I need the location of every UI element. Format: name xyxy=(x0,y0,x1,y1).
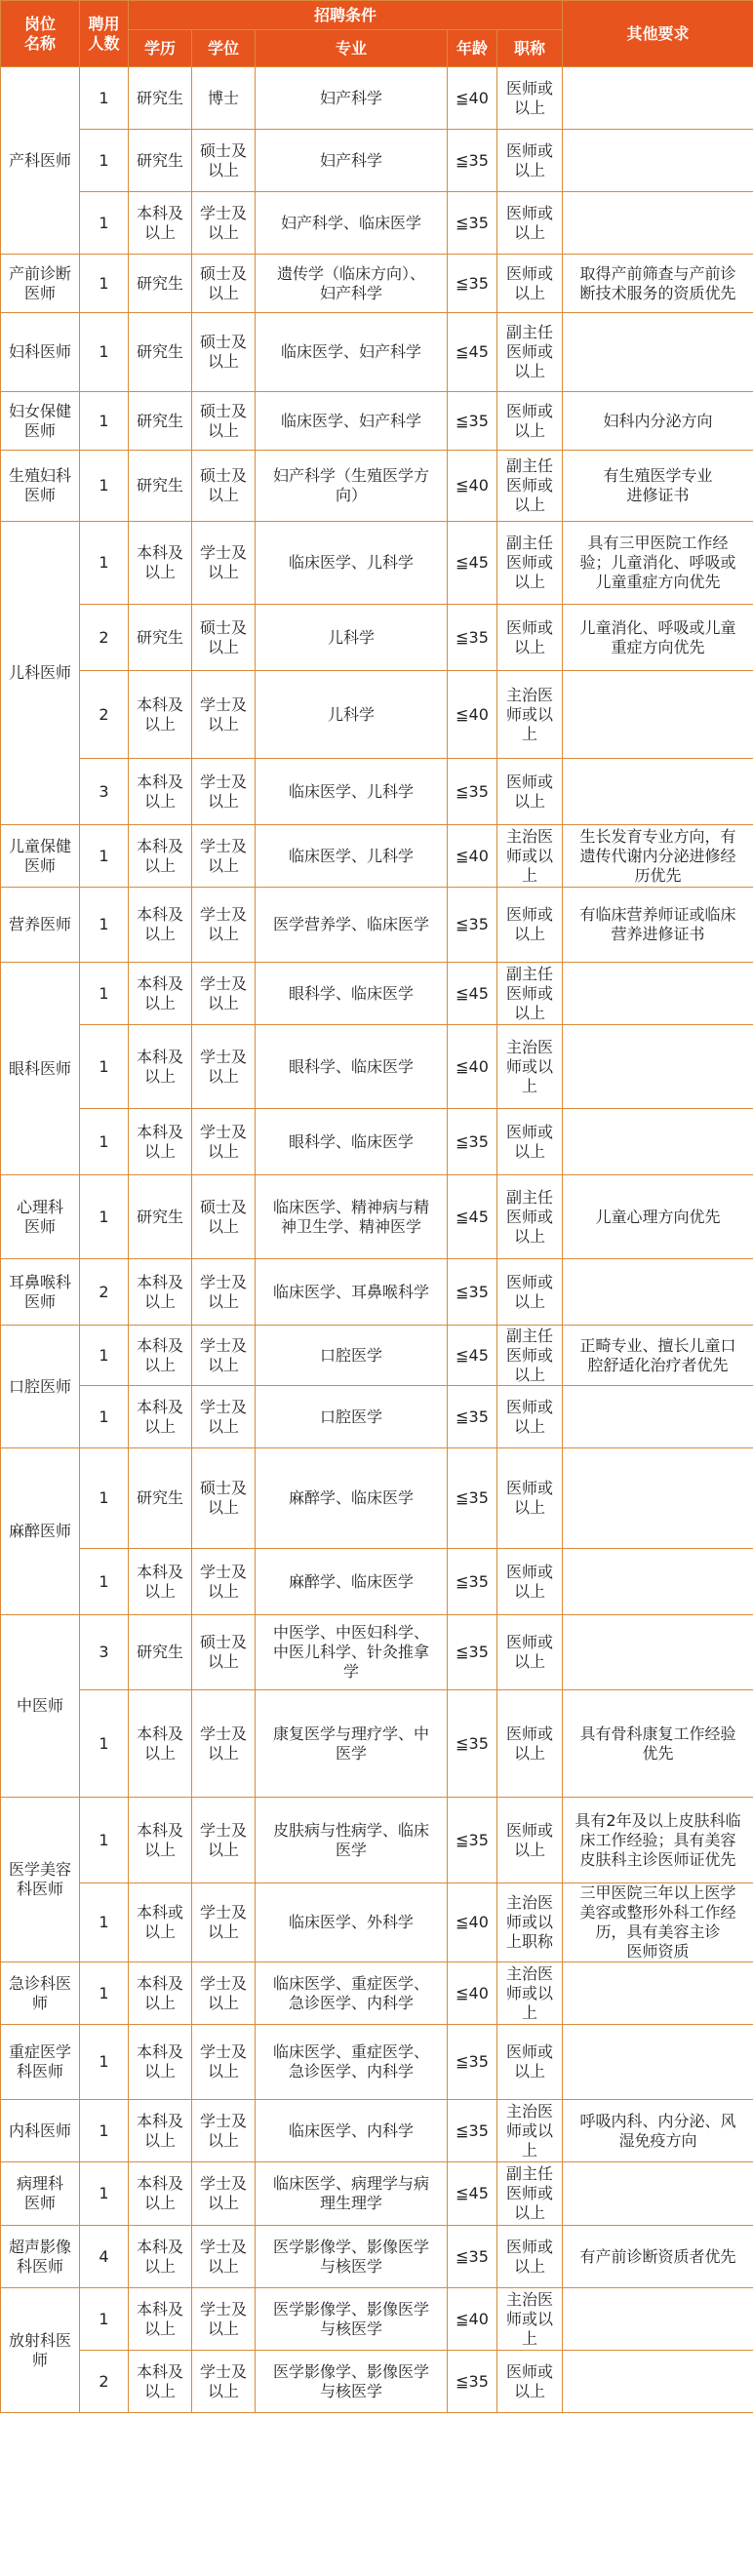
degree-cell: 硕士及 以上 xyxy=(192,1175,256,1259)
education-cell: 本科及 以上 xyxy=(129,1025,192,1109)
count-cell: 1 xyxy=(80,451,129,522)
education-cell: 本科及 以上 xyxy=(129,2288,192,2351)
table-row xyxy=(1,67,753,130)
table-row xyxy=(1,1798,753,1883)
count-cell: 1 xyxy=(80,1962,129,2025)
education-cell: 研究生 xyxy=(129,392,192,451)
degree-cell: 学士及 以上 xyxy=(192,2025,256,2100)
education-cell: 本科及 以上 xyxy=(129,522,192,605)
table-row xyxy=(1,1690,753,1798)
degree-cell: 学士及 以上 xyxy=(192,1798,256,1883)
other-requirements-cell xyxy=(563,963,753,1025)
header-age: 年龄 xyxy=(448,30,497,67)
degree-cell: 学士及 以上 xyxy=(192,1549,256,1615)
major-cell: 临床医学、内科学 xyxy=(256,2100,448,2162)
position-name-cell: 口腔医师 xyxy=(1,1326,80,1448)
degree-cell: 硕士及 以上 xyxy=(192,313,256,392)
table-row xyxy=(1,2226,753,2288)
age-cell: ≦35 xyxy=(448,1448,497,1549)
title-cell: 主治医 师或以 上 xyxy=(497,2100,563,2162)
degree-cell: 学士及 以上 xyxy=(192,1883,256,1962)
header-education: 学历 xyxy=(129,30,192,67)
other-requirements-cell: 儿童消化、呼吸或儿童 重症方向优先 xyxy=(563,605,753,671)
age-cell: ≦40 xyxy=(448,671,497,759)
education-cell: 本科及 以上 xyxy=(129,1109,192,1175)
age-cell: ≦40 xyxy=(448,825,497,888)
table-row xyxy=(1,255,753,313)
age-cell: ≦45 xyxy=(448,2162,497,2226)
major-cell: 康复医学与理疗学、中 医学 xyxy=(256,1690,448,1798)
title-cell: 医师或 以上 xyxy=(497,255,563,313)
position-name-cell: 耳鼻喉科 医师 xyxy=(1,1259,80,1326)
other-requirements-cell xyxy=(563,1259,753,1326)
count-cell: 1 xyxy=(80,1690,129,1798)
count-cell: 1 xyxy=(80,2288,129,2351)
other-requirements-cell xyxy=(563,130,753,192)
degree-cell: 学士及 以上 xyxy=(192,1326,256,1386)
title-cell: 医师或 以上 xyxy=(497,1109,563,1175)
position-name-cell: 儿科医师 xyxy=(1,522,80,825)
position-name-cell: 急诊科医 师 xyxy=(1,1962,80,2025)
other-requirements-cell xyxy=(563,2351,753,2413)
title-cell: 医师或 以上 xyxy=(497,192,563,255)
age-cell: ≦45 xyxy=(448,522,497,605)
age-cell: ≦40 xyxy=(448,67,497,130)
title-cell: 主治医 师或以 上 xyxy=(497,1025,563,1109)
major-cell: 皮肤病与性病学、临床 医学 xyxy=(256,1798,448,1883)
major-cell: 麻醉学、临床医学 xyxy=(256,1549,448,1615)
degree-cell: 学士及 以上 xyxy=(192,825,256,888)
count-cell: 1 xyxy=(80,1883,129,1962)
education-cell: 本科及 以上 xyxy=(129,1690,192,1798)
header-conditions: 招聘条件 xyxy=(129,1,563,30)
education-cell: 本科及 以上 xyxy=(129,963,192,1025)
degree-cell: 学士及 以上 xyxy=(192,1025,256,1109)
title-cell: 医师或 以上 xyxy=(497,2025,563,2100)
count-cell: 2 xyxy=(80,671,129,759)
degree-cell: 学士及 以上 xyxy=(192,2162,256,2226)
age-cell: ≦45 xyxy=(448,1175,497,1259)
education-cell: 研究生 xyxy=(129,451,192,522)
age-cell: ≦45 xyxy=(448,313,497,392)
position-name-cell: 产前诊断 医师 xyxy=(1,255,80,313)
other-requirements-cell xyxy=(563,671,753,759)
major-cell: 临床医学、精神病与精 神卫生学、精神医学 xyxy=(256,1175,448,1259)
age-cell: ≦35 xyxy=(448,1798,497,1883)
education-cell: 本科及 以上 xyxy=(129,2226,192,2288)
age-cell: ≦35 xyxy=(448,1690,497,1798)
count-cell: 1 xyxy=(80,67,129,130)
major-cell: 妇产科学、临床医学 xyxy=(256,192,448,255)
title-cell: 医师或 以上 xyxy=(497,1549,563,1615)
count-cell: 3 xyxy=(80,1615,129,1690)
count-cell: 2 xyxy=(80,1259,129,1326)
other-requirements-cell: 呼吸内科、内分泌、风 湿免疫方向 xyxy=(563,2100,753,2162)
education-cell: 本科及 以上 xyxy=(129,888,192,963)
major-cell: 眼科学、临床医学 xyxy=(256,1025,448,1109)
count-cell: 3 xyxy=(80,759,129,825)
age-cell: ≦35 xyxy=(448,1386,497,1448)
header-other: 其他要求 xyxy=(563,1,753,67)
position-name-cell: 心理科 医师 xyxy=(1,1175,80,1259)
education-cell: 研究生 xyxy=(129,255,192,313)
title-cell: 主治医 师或以 上 xyxy=(497,825,563,888)
other-requirements-cell xyxy=(563,1615,753,1690)
title-cell: 医师或 以上 xyxy=(497,67,563,130)
major-cell: 口腔医学 xyxy=(256,1326,448,1386)
count-cell: 2 xyxy=(80,2351,129,2413)
title-cell: 副主任 医师或 以上 xyxy=(497,963,563,1025)
age-cell: ≦35 xyxy=(448,888,497,963)
major-cell: 麻醉学、临床医学 xyxy=(256,1448,448,1549)
other-requirements-cell xyxy=(563,2288,753,2351)
education-cell: 本科及 以上 xyxy=(129,2351,192,2413)
age-cell: ≦40 xyxy=(448,451,497,522)
other-requirements-cell: 取得产前筛查与产前诊 断技术服务的资质优先 xyxy=(563,255,753,313)
other-requirements-cell xyxy=(563,1962,753,2025)
table-row xyxy=(1,451,753,522)
other-requirements-cell xyxy=(563,1448,753,1549)
count-cell: 1 xyxy=(80,392,129,451)
other-requirements-cell: 有生殖医学专业 进修证书 xyxy=(563,451,753,522)
title-cell: 医师或 以上 xyxy=(497,759,563,825)
education-cell: 研究生 xyxy=(129,1175,192,1259)
count-cell: 1 xyxy=(80,1798,129,1883)
age-cell: ≦40 xyxy=(448,1883,497,1962)
major-cell: 妇产科学 xyxy=(256,67,448,130)
degree-cell: 学士及 以上 xyxy=(192,1690,256,1798)
count-cell: 1 xyxy=(80,1549,129,1615)
table-row xyxy=(1,825,753,888)
title-cell: 副主任 医师或 以上 xyxy=(497,313,563,392)
other-requirements-cell xyxy=(563,67,753,130)
count-cell: 1 xyxy=(80,313,129,392)
education-cell: 本科或 以上 xyxy=(129,1883,192,1962)
count-cell: 1 xyxy=(80,1175,129,1259)
count-cell: 1 xyxy=(80,522,129,605)
table-row xyxy=(1,192,753,255)
major-cell: 临床医学、重症医学、 急诊医学、内科学 xyxy=(256,1962,448,2025)
title-cell: 医师或 以上 xyxy=(497,605,563,671)
count-cell: 1 xyxy=(80,255,129,313)
title-cell: 副主任 医师或 以上 xyxy=(497,522,563,605)
degree-cell: 硕士及 以上 xyxy=(192,605,256,671)
table-row xyxy=(1,1448,753,1549)
other-requirements-cell: 正畸专业、擅长儿童口 腔舒适化治疗者优先 xyxy=(563,1326,753,1386)
education-cell: 研究生 xyxy=(129,313,192,392)
other-requirements-cell xyxy=(563,1549,753,1615)
table-row xyxy=(1,888,753,963)
degree-cell: 学士及 以上 xyxy=(192,1259,256,1326)
count-cell: 1 xyxy=(80,825,129,888)
major-cell: 临床医学、妇产科学 xyxy=(256,313,448,392)
table-row xyxy=(1,2100,753,2162)
other-requirements-cell xyxy=(563,313,753,392)
major-cell: 临床医学、妇产科学 xyxy=(256,392,448,451)
table-row xyxy=(1,1109,753,1175)
other-requirements-cell: 具有三甲医院工作经 验；儿童消化、呼吸或 儿童重症方向优先 xyxy=(563,522,753,605)
major-cell: 临床医学、儿科学 xyxy=(256,522,448,605)
position-name-cell: 超声影像 科医师 xyxy=(1,2226,80,2288)
degree-cell: 学士及 以上 xyxy=(192,1109,256,1175)
position-name-cell: 病理科 医师 xyxy=(1,2162,80,2226)
major-cell: 口腔医学 xyxy=(256,1386,448,1448)
age-cell: ≦40 xyxy=(448,1025,497,1109)
degree-cell: 学士及 以上 xyxy=(192,1386,256,1448)
title-cell: 医师或 以上 xyxy=(497,1690,563,1798)
degree-cell: 学士及 以上 xyxy=(192,192,256,255)
major-cell: 儿科学 xyxy=(256,671,448,759)
age-cell: ≦35 xyxy=(448,1615,497,1690)
degree-cell: 硕士及 以上 xyxy=(192,255,256,313)
count-cell: 1 xyxy=(80,2100,129,2162)
degree-cell: 学士及 以上 xyxy=(192,671,256,759)
age-cell: ≦35 xyxy=(448,255,497,313)
table-row xyxy=(1,759,753,825)
other-requirements-cell: 具有2年及以上皮肤科临 床工作经验；具有美容 皮肤科主诊医师证优先 xyxy=(563,1798,753,1883)
major-cell: 儿科学 xyxy=(256,605,448,671)
other-requirements-cell xyxy=(563,1109,753,1175)
count-cell: 1 xyxy=(80,192,129,255)
table-row xyxy=(1,1259,753,1326)
education-cell: 研究生 xyxy=(129,1615,192,1690)
count-cell: 1 xyxy=(80,1448,129,1549)
table-row xyxy=(1,1386,753,1448)
position-name-cell: 生殖妇科 医师 xyxy=(1,451,80,522)
degree-cell: 学士及 以上 xyxy=(192,2288,256,2351)
education-cell: 本科及 以上 xyxy=(129,1798,192,1883)
title-cell: 主治医 师或以 上 xyxy=(497,2288,563,2351)
other-requirements-cell: 具有骨科康复工作经验 优先 xyxy=(563,1690,753,1798)
major-cell: 临床医学、耳鼻喉科学 xyxy=(256,1259,448,1326)
major-cell: 眼科学、临床医学 xyxy=(256,1109,448,1175)
title-cell: 副主任 医师或 以上 xyxy=(497,1175,563,1259)
table-row xyxy=(1,313,753,392)
age-cell: ≦35 xyxy=(448,2351,497,2413)
age-cell: ≦35 xyxy=(448,392,497,451)
other-requirements-cell xyxy=(563,2025,753,2100)
title-cell: 医师或 以上 xyxy=(497,1615,563,1690)
major-cell: 遗传学（临床方向）、 妇产科学 xyxy=(256,255,448,313)
age-cell: ≦35 xyxy=(448,192,497,255)
age-cell: ≦35 xyxy=(448,2226,497,2288)
degree-cell: 硕士及 以上 xyxy=(192,1448,256,1549)
degree-cell: 学士及 以上 xyxy=(192,888,256,963)
position-name-cell: 内科医师 xyxy=(1,2100,80,2162)
age-cell: ≦35 xyxy=(448,1549,497,1615)
education-cell: 研究生 xyxy=(129,605,192,671)
major-cell: 临床医学、儿科学 xyxy=(256,759,448,825)
degree-cell: 学士及 以上 xyxy=(192,1962,256,2025)
header-major: 专业 xyxy=(256,30,448,67)
title-cell: 医师或 以上 xyxy=(497,2351,563,2413)
title-cell: 医师或 以上 xyxy=(497,1798,563,1883)
age-cell: ≦35 xyxy=(448,2025,497,2100)
table-row xyxy=(1,2025,753,2100)
education-cell: 本科及 以上 xyxy=(129,825,192,888)
table-row xyxy=(1,1962,753,2025)
age-cell: ≦40 xyxy=(448,2288,497,2351)
education-cell: 本科及 以上 xyxy=(129,1386,192,1448)
title-cell: 医师或 以上 xyxy=(497,1386,563,1448)
title-cell: 副主任 医师或 以上 xyxy=(497,1326,563,1386)
table-row xyxy=(1,1615,753,1690)
count-cell: 1 xyxy=(80,2162,129,2226)
age-cell: ≦35 xyxy=(448,605,497,671)
major-cell: 医学影像学、影像医学 与核医学 xyxy=(256,2288,448,2351)
major-cell: 临床医学、病理学与病 理生理学 xyxy=(256,2162,448,2226)
age-cell: ≦45 xyxy=(448,963,497,1025)
education-cell: 本科及 以上 xyxy=(129,671,192,759)
table-row xyxy=(1,605,753,671)
table-body xyxy=(1,67,753,2413)
degree-cell: 学士及 以上 xyxy=(192,2226,256,2288)
education-cell: 研究生 xyxy=(129,67,192,130)
title-cell: 医师或 以上 xyxy=(497,888,563,963)
major-cell: 临床医学、重症医学、 急诊医学、内科学 xyxy=(256,2025,448,2100)
title-cell: 副主任 医师或 以上 xyxy=(497,451,563,522)
degree-cell: 硕士及 以上 xyxy=(192,392,256,451)
education-cell: 本科及 以上 xyxy=(129,1259,192,1326)
other-requirements-cell xyxy=(563,759,753,825)
major-cell: 妇产科学（生殖医学方 向） xyxy=(256,451,448,522)
other-requirements-cell xyxy=(563,192,753,255)
position-name-cell: 医学美容 科医师 xyxy=(1,1798,80,1962)
major-cell: 医学营养学、临床医学 xyxy=(256,888,448,963)
degree-cell: 学士及 以上 xyxy=(192,759,256,825)
count-cell: 1 xyxy=(80,888,129,963)
table-row xyxy=(1,963,753,1025)
position-name-cell: 重症医学 科医师 xyxy=(1,2025,80,2100)
title-cell: 医师或 以上 xyxy=(497,392,563,451)
degree-cell: 学士及 以上 xyxy=(192,2351,256,2413)
major-cell: 中医学、中医妇科学、 中医儿科学、针灸推拿 学 xyxy=(256,1615,448,1690)
education-cell: 研究生 xyxy=(129,130,192,192)
major-cell: 临床医学、外科学 xyxy=(256,1883,448,1962)
title-cell: 医师或 以上 xyxy=(497,130,563,192)
other-requirements-cell: 有临床营养师证或临床 营养进修证书 xyxy=(563,888,753,963)
table-row xyxy=(1,1025,753,1109)
age-cell: ≦35 xyxy=(448,1109,497,1175)
position-name-cell: 产科医师 xyxy=(1,67,80,255)
degree-cell: 硕士及 以上 xyxy=(192,451,256,522)
table-row xyxy=(1,1549,753,1615)
table-row xyxy=(1,130,753,192)
position-name-cell: 妇科医师 xyxy=(1,313,80,392)
count-cell: 1 xyxy=(80,1109,129,1175)
education-cell: 本科及 以上 xyxy=(129,2100,192,2162)
title-cell: 医师或 以上 xyxy=(497,2226,563,2288)
title-cell: 主治医 师或以 上职称 xyxy=(497,1883,563,1962)
major-cell: 临床医学、儿科学 xyxy=(256,825,448,888)
count-cell: 2 xyxy=(80,605,129,671)
count-cell: 1 xyxy=(80,1025,129,1109)
header-position: 岗位 名称 xyxy=(1,1,80,67)
title-cell: 副主任 医师或 以上 xyxy=(497,2162,563,2226)
table-row xyxy=(1,1326,753,1386)
title-cell: 主治医 师或以 上 xyxy=(497,671,563,759)
title-cell: 主治医 师或以 上 xyxy=(497,1962,563,2025)
count-cell: 4 xyxy=(80,2226,129,2288)
table-row xyxy=(1,2351,753,2413)
education-cell: 本科及 以上 xyxy=(129,192,192,255)
major-cell: 医学影像学、影像医学 与核医学 xyxy=(256,2351,448,2413)
other-requirements-cell xyxy=(563,1025,753,1109)
table-row xyxy=(1,1175,753,1259)
education-cell: 研究生 xyxy=(129,1448,192,1549)
count-cell: 1 xyxy=(80,1386,129,1448)
age-cell: ≦45 xyxy=(448,1326,497,1386)
table-row xyxy=(1,522,753,605)
position-name-cell: 放射科医 师 xyxy=(1,2288,80,2413)
table-row xyxy=(1,671,753,759)
other-requirements-cell: 儿童心理方向优先 xyxy=(563,1175,753,1259)
major-cell: 医学影像学、影像医学 与核医学 xyxy=(256,2226,448,2288)
degree-cell: 硕士及 以上 xyxy=(192,1615,256,1690)
age-cell: ≦35 xyxy=(448,759,497,825)
other-requirements-cell xyxy=(563,2162,753,2226)
degree-cell: 学士及 以上 xyxy=(192,963,256,1025)
degree-cell: 学士及 以上 xyxy=(192,2100,256,2162)
other-requirements-cell: 生长发育专业方向，有 遗传代谢内分泌进修经 历优先 xyxy=(563,825,753,888)
position-name-cell: 妇女保健 医师 xyxy=(1,392,80,451)
position-name-cell: 中医师 xyxy=(1,1615,80,1798)
title-cell: 医师或 以上 xyxy=(497,1448,563,1549)
header-title: 职称 xyxy=(497,30,563,67)
position-name-cell: 儿童保健 医师 xyxy=(1,825,80,888)
position-name-cell: 眼科医师 xyxy=(1,963,80,1175)
other-requirements-cell xyxy=(563,1386,753,1448)
age-cell: ≦35 xyxy=(448,2100,497,2162)
table-row xyxy=(1,1883,753,1962)
age-cell: ≦35 xyxy=(448,1259,497,1326)
header-count: 聘用 人数 xyxy=(80,1,129,67)
education-cell: 本科及 以上 xyxy=(129,1549,192,1615)
title-cell: 医师或 以上 xyxy=(497,1259,563,1326)
education-cell: 本科及 以上 xyxy=(129,1326,192,1386)
count-cell: 1 xyxy=(80,130,129,192)
other-requirements-cell: 妇科内分泌方向 xyxy=(563,392,753,451)
degree-cell: 博士 xyxy=(192,67,256,130)
degree-cell: 学士及 以上 xyxy=(192,522,256,605)
count-cell: 1 xyxy=(80,963,129,1025)
count-cell: 1 xyxy=(80,2025,129,2100)
table-row xyxy=(1,2288,753,2351)
other-requirements-cell: 三甲医院三年以上医学 美容或整形外科工作经 历，具有美容主诊 医师资质 xyxy=(563,1883,753,1962)
table-row xyxy=(1,2162,753,2226)
major-cell: 妇产科学 xyxy=(256,130,448,192)
education-cell: 本科及 以上 xyxy=(129,2025,192,2100)
age-cell: ≦35 xyxy=(448,130,497,192)
degree-cell: 硕士及 以上 xyxy=(192,130,256,192)
position-name-cell: 麻醉医师 xyxy=(1,1448,80,1615)
other-requirements-cell: 有产前诊断资质者优先 xyxy=(563,2226,753,2288)
count-cell: 1 xyxy=(80,1326,129,1386)
education-cell: 本科及 以上 xyxy=(129,759,192,825)
education-cell: 本科及 以上 xyxy=(129,2162,192,2226)
position-name-cell: 营养医师 xyxy=(1,888,80,963)
header-degree: 学位 xyxy=(192,30,256,67)
major-cell: 眼科学、临床医学 xyxy=(256,963,448,1025)
education-cell: 本科及 以上 xyxy=(129,1962,192,2025)
table-row xyxy=(1,392,753,451)
age-cell: ≦40 xyxy=(448,1962,497,2025)
